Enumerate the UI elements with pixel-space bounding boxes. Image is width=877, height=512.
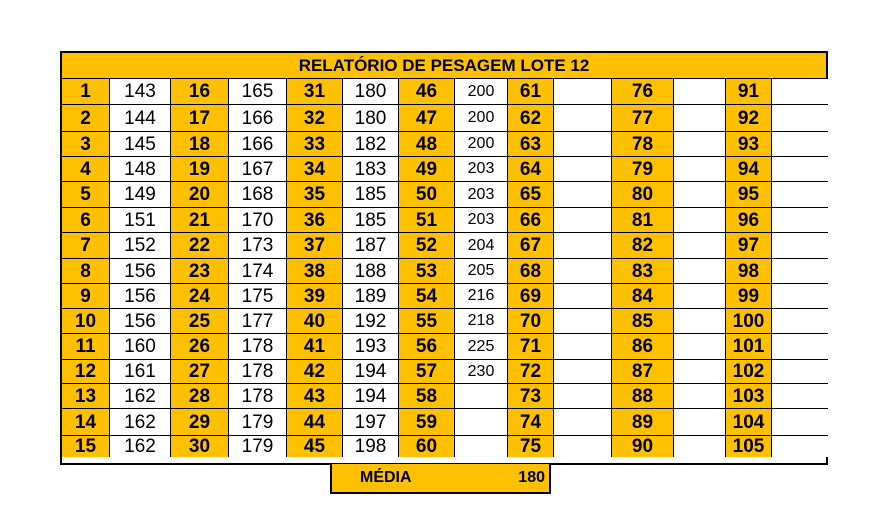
weight-value-cell: 161 bbox=[110, 360, 171, 384]
weight-value-cell bbox=[674, 182, 726, 208]
lot-number-cell: 70 bbox=[508, 309, 554, 334]
lot-number-cell: 24 bbox=[171, 284, 229, 309]
weight-value-cell bbox=[554, 105, 612, 132]
weight-value-cell bbox=[674, 409, 726, 436]
lot-number-cell: 18 bbox=[171, 132, 229, 157]
lot-number-cell: 3 bbox=[62, 132, 110, 157]
weight-value-cell bbox=[772, 132, 828, 157]
weight-value-cell bbox=[772, 436, 828, 457]
weight-value-cell bbox=[772, 182, 828, 208]
lot-number-cell: 65 bbox=[508, 182, 554, 208]
weight-value-cell: 149 bbox=[110, 182, 171, 208]
weight-value-cell bbox=[554, 233, 612, 259]
weight-value-cell: 183 bbox=[343, 157, 399, 182]
lot-number-cell: 20 bbox=[171, 182, 229, 208]
lot-number-cell: 47 bbox=[399, 105, 455, 132]
lot-number-cell: 71 bbox=[508, 334, 554, 360]
lot-number-cell: 44 bbox=[287, 409, 343, 436]
weight-value-cell: 178 bbox=[229, 384, 287, 409]
weight-value-cell bbox=[674, 436, 726, 457]
weight-value-cell bbox=[554, 384, 612, 409]
lot-number-cell: 36 bbox=[287, 208, 343, 233]
weight-value-cell: 143 bbox=[110, 79, 171, 105]
lot-number-cell: 40 bbox=[287, 309, 343, 334]
lot-number-cell: 54 bbox=[399, 284, 455, 309]
lot-number-cell: 105 bbox=[726, 436, 772, 457]
weight-value-cell bbox=[554, 334, 612, 360]
weight-value-cell bbox=[554, 157, 612, 182]
weight-value-cell: 162 bbox=[110, 436, 171, 457]
weight-value-cell: 182 bbox=[343, 132, 399, 157]
lot-number-cell: 39 bbox=[287, 284, 343, 309]
lot-number-cell: 61 bbox=[508, 79, 554, 105]
weight-value-cell: 166 bbox=[229, 132, 287, 157]
lot-number-cell: 17 bbox=[171, 105, 229, 132]
lot-number-cell: 43 bbox=[287, 384, 343, 409]
lot-number-cell: 96 bbox=[726, 208, 772, 233]
lot-number-cell: 62 bbox=[508, 105, 554, 132]
weight-value-cell bbox=[674, 360, 726, 384]
lot-number-cell: 38 bbox=[287, 259, 343, 284]
weight-value-cell: 160 bbox=[110, 334, 171, 360]
weight-value-cell: 179 bbox=[229, 436, 287, 457]
lot-number-cell: 87 bbox=[612, 360, 674, 384]
lot-number-cell: 32 bbox=[287, 105, 343, 132]
weight-value-cell: 168 bbox=[229, 182, 287, 208]
lot-number-cell: 76 bbox=[612, 79, 674, 105]
weight-value-cell bbox=[772, 79, 828, 105]
lot-number-cell: 97 bbox=[726, 233, 772, 259]
lot-number-cell: 30 bbox=[171, 436, 229, 457]
weight-value-cell: 204 bbox=[455, 233, 508, 259]
lot-number-cell: 103 bbox=[726, 384, 772, 409]
weight-value-cell bbox=[554, 409, 612, 436]
weight-value-cell: 179 bbox=[229, 409, 287, 436]
weight-value-cell bbox=[772, 208, 828, 233]
weight-value-cell: 218 bbox=[455, 309, 508, 334]
lot-number-cell: 64 bbox=[508, 157, 554, 182]
lot-number-cell: 42 bbox=[287, 360, 343, 384]
lot-number-cell: 89 bbox=[612, 409, 674, 436]
lot-number-cell: 48 bbox=[399, 132, 455, 157]
weight-value-cell: 177 bbox=[229, 309, 287, 334]
lot-number-cell: 45 bbox=[287, 436, 343, 457]
lot-number-cell: 100 bbox=[726, 309, 772, 334]
lot-number-cell: 67 bbox=[508, 233, 554, 259]
lot-number-cell: 99 bbox=[726, 284, 772, 309]
report-title: RELATÓRIO DE PESAGEM LOTE 12 bbox=[62, 53, 826, 79]
weight-value-cell: 167 bbox=[229, 157, 287, 182]
lot-number-cell: 53 bbox=[399, 259, 455, 284]
weight-value-cell: 185 bbox=[343, 208, 399, 233]
weight-value-cell bbox=[674, 132, 726, 157]
weight-value-cell: 192 bbox=[343, 309, 399, 334]
lot-number-cell: 80 bbox=[612, 182, 674, 208]
lot-number-cell: 85 bbox=[612, 309, 674, 334]
lot-number-cell: 56 bbox=[399, 334, 455, 360]
lot-number-cell: 83 bbox=[612, 259, 674, 284]
weight-value-cell bbox=[772, 384, 828, 409]
weight-value-cell bbox=[554, 132, 612, 157]
weight-value-cell bbox=[674, 79, 726, 105]
average-label: MÉDIA bbox=[360, 469, 412, 486]
lot-number-cell: 49 bbox=[399, 157, 455, 182]
weight-value-cell bbox=[554, 259, 612, 284]
lot-number-cell: 15 bbox=[62, 436, 110, 457]
weight-value-cell bbox=[772, 259, 828, 284]
weight-value-cell: 203 bbox=[455, 157, 508, 182]
lot-number-cell: 92 bbox=[726, 105, 772, 132]
weight-value-cell: 174 bbox=[229, 259, 287, 284]
lot-number-cell: 102 bbox=[726, 360, 772, 384]
lot-number-cell: 34 bbox=[287, 157, 343, 182]
weight-value-cell: 200 bbox=[455, 79, 508, 105]
weight-value-cell: 203 bbox=[455, 182, 508, 208]
weight-value-cell bbox=[772, 284, 828, 309]
weight-value-cell bbox=[674, 233, 726, 259]
weight-value-cell: 189 bbox=[343, 284, 399, 309]
lot-number-cell: 82 bbox=[612, 233, 674, 259]
lot-number-cell: 46 bbox=[399, 79, 455, 105]
lot-number-cell: 75 bbox=[508, 436, 554, 457]
weight-value-cell bbox=[772, 360, 828, 384]
lot-number-cell: 63 bbox=[508, 132, 554, 157]
weight-value-cell bbox=[674, 105, 726, 132]
lot-number-cell: 93 bbox=[726, 132, 772, 157]
lot-number-cell: 86 bbox=[612, 334, 674, 360]
lot-number-cell: 55 bbox=[399, 309, 455, 334]
lot-number-cell: 21 bbox=[171, 208, 229, 233]
weight-value-cell bbox=[674, 309, 726, 334]
weight-value-cell bbox=[554, 79, 612, 105]
weight-value-cell: 180 bbox=[343, 79, 399, 105]
weight-value-cell: 152 bbox=[110, 233, 171, 259]
lot-number-cell: 69 bbox=[508, 284, 554, 309]
lot-number-cell: 73 bbox=[508, 384, 554, 409]
weight-value-cell: 205 bbox=[455, 259, 508, 284]
weight-value-cell: 144 bbox=[110, 105, 171, 132]
lot-number-cell: 29 bbox=[171, 409, 229, 436]
weight-value-cell: 165 bbox=[229, 79, 287, 105]
weight-value-cell bbox=[772, 105, 828, 132]
weight-value-cell: 203 bbox=[455, 208, 508, 233]
lot-number-cell: 37 bbox=[287, 233, 343, 259]
lot-number-cell: 90 bbox=[612, 436, 674, 457]
lot-number-cell: 78 bbox=[612, 132, 674, 157]
weight-value-cell bbox=[674, 157, 726, 182]
lot-number-cell: 58 bbox=[399, 384, 455, 409]
lot-number-cell: 72 bbox=[508, 360, 554, 384]
weight-value-cell bbox=[554, 436, 612, 457]
lot-number-cell: 84 bbox=[612, 284, 674, 309]
weight-value-cell bbox=[674, 384, 726, 409]
average-value: 180 bbox=[518, 469, 545, 486]
weight-value-cell bbox=[455, 384, 508, 409]
lot-number-cell: 7 bbox=[62, 233, 110, 259]
weight-value-cell bbox=[772, 334, 828, 360]
lot-number-cell: 16 bbox=[171, 79, 229, 105]
weight-value-cell bbox=[772, 309, 828, 334]
lot-number-cell: 11 bbox=[62, 334, 110, 360]
weight-value-cell: 198 bbox=[343, 436, 399, 457]
lot-number-cell: 77 bbox=[612, 105, 674, 132]
lot-number-cell: 19 bbox=[171, 157, 229, 182]
lot-number-cell: 95 bbox=[726, 182, 772, 208]
lot-number-cell: 28 bbox=[171, 384, 229, 409]
lot-number-cell: 10 bbox=[62, 309, 110, 334]
lot-number-cell: 66 bbox=[508, 208, 554, 233]
lot-number-cell: 94 bbox=[726, 157, 772, 182]
lot-number-cell: 33 bbox=[287, 132, 343, 157]
weight-value-cell bbox=[455, 409, 508, 436]
lot-number-cell: 74 bbox=[508, 409, 554, 436]
lot-number-cell: 27 bbox=[171, 360, 229, 384]
weight-value-cell: 197 bbox=[343, 409, 399, 436]
weight-value-cell bbox=[554, 284, 612, 309]
weight-value-cell: 187 bbox=[343, 233, 399, 259]
weight-value-cell: 151 bbox=[110, 208, 171, 233]
weight-value-cell bbox=[554, 182, 612, 208]
lot-number-cell: 98 bbox=[726, 259, 772, 284]
lot-number-cell: 81 bbox=[612, 208, 674, 233]
weight-value-cell: 194 bbox=[343, 360, 399, 384]
weight-value-cell: 216 bbox=[455, 284, 508, 309]
lot-number-cell: 68 bbox=[508, 259, 554, 284]
weight-value-cell: 162 bbox=[110, 409, 171, 436]
lot-number-cell: 25 bbox=[171, 309, 229, 334]
lot-number-cell: 12 bbox=[62, 360, 110, 384]
lot-number-cell: 101 bbox=[726, 334, 772, 360]
lot-number-cell: 50 bbox=[399, 182, 455, 208]
weight-value-cell: 170 bbox=[229, 208, 287, 233]
weight-value-cell bbox=[674, 334, 726, 360]
lot-number-cell: 52 bbox=[399, 233, 455, 259]
weight-value-cell bbox=[772, 409, 828, 436]
lot-number-cell: 8 bbox=[62, 259, 110, 284]
weight-value-cell: 193 bbox=[343, 334, 399, 360]
weight-value-cell: 200 bbox=[455, 105, 508, 132]
weight-value-cell: 175 bbox=[229, 284, 287, 309]
lot-number-cell: 104 bbox=[726, 409, 772, 436]
weight-value-cell: 194 bbox=[343, 384, 399, 409]
lot-number-cell: 51 bbox=[399, 208, 455, 233]
lot-number-cell: 5 bbox=[62, 182, 110, 208]
weight-value-cell: 188 bbox=[343, 259, 399, 284]
lot-number-cell: 22 bbox=[171, 233, 229, 259]
weight-value-cell: 148 bbox=[110, 157, 171, 182]
weight-value-cell: 156 bbox=[110, 309, 171, 334]
average-summary bbox=[330, 463, 551, 494]
weight-value-cell: 173 bbox=[229, 233, 287, 259]
weight-value-cell: 200 bbox=[455, 132, 508, 157]
weight-value-cell: 156 bbox=[110, 284, 171, 309]
weight-value-cell: 162 bbox=[110, 384, 171, 409]
weight-value-cell bbox=[674, 208, 726, 233]
lot-number-cell: 14 bbox=[62, 409, 110, 436]
lot-number-cell: 6 bbox=[62, 208, 110, 233]
lot-number-cell: 31 bbox=[287, 79, 343, 105]
weight-value-cell: 178 bbox=[229, 360, 287, 384]
weighing-report-table bbox=[60, 51, 828, 465]
lot-number-cell: 1 bbox=[62, 79, 110, 105]
weight-value-cell bbox=[554, 309, 612, 334]
lot-number-cell: 4 bbox=[62, 157, 110, 182]
lot-number-cell: 60 bbox=[399, 436, 455, 457]
weight-value-cell: 178 bbox=[229, 334, 287, 360]
lot-number-cell: 91 bbox=[726, 79, 772, 105]
weight-value-cell: 156 bbox=[110, 259, 171, 284]
weight-value-cell: 185 bbox=[343, 182, 399, 208]
weight-value-cell bbox=[554, 208, 612, 233]
lot-number-cell: 88 bbox=[612, 384, 674, 409]
lot-number-cell: 26 bbox=[171, 334, 229, 360]
weight-value-cell: 180 bbox=[343, 105, 399, 132]
lot-number-cell: 57 bbox=[399, 360, 455, 384]
weight-value-cell bbox=[554, 360, 612, 384]
weight-value-cell bbox=[674, 259, 726, 284]
weight-value-cell bbox=[772, 233, 828, 259]
lot-number-cell: 2 bbox=[62, 105, 110, 132]
lot-number-cell: 79 bbox=[612, 157, 674, 182]
lot-number-cell: 9 bbox=[62, 284, 110, 309]
weight-value-cell bbox=[674, 284, 726, 309]
lot-number-cell: 41 bbox=[287, 334, 343, 360]
lot-number-cell: 35 bbox=[287, 182, 343, 208]
weight-value-cell: 225 bbox=[455, 334, 508, 360]
lot-number-cell: 13 bbox=[62, 384, 110, 409]
weight-value-cell bbox=[772, 157, 828, 182]
lot-number-cell: 23 bbox=[171, 259, 229, 284]
weight-value-cell bbox=[455, 436, 508, 457]
weight-value-cell: 166 bbox=[229, 105, 287, 132]
lot-number-cell: 59 bbox=[399, 409, 455, 436]
weight-value-cell: 145 bbox=[110, 132, 171, 157]
weight-value-cell: 230 bbox=[455, 360, 508, 384]
